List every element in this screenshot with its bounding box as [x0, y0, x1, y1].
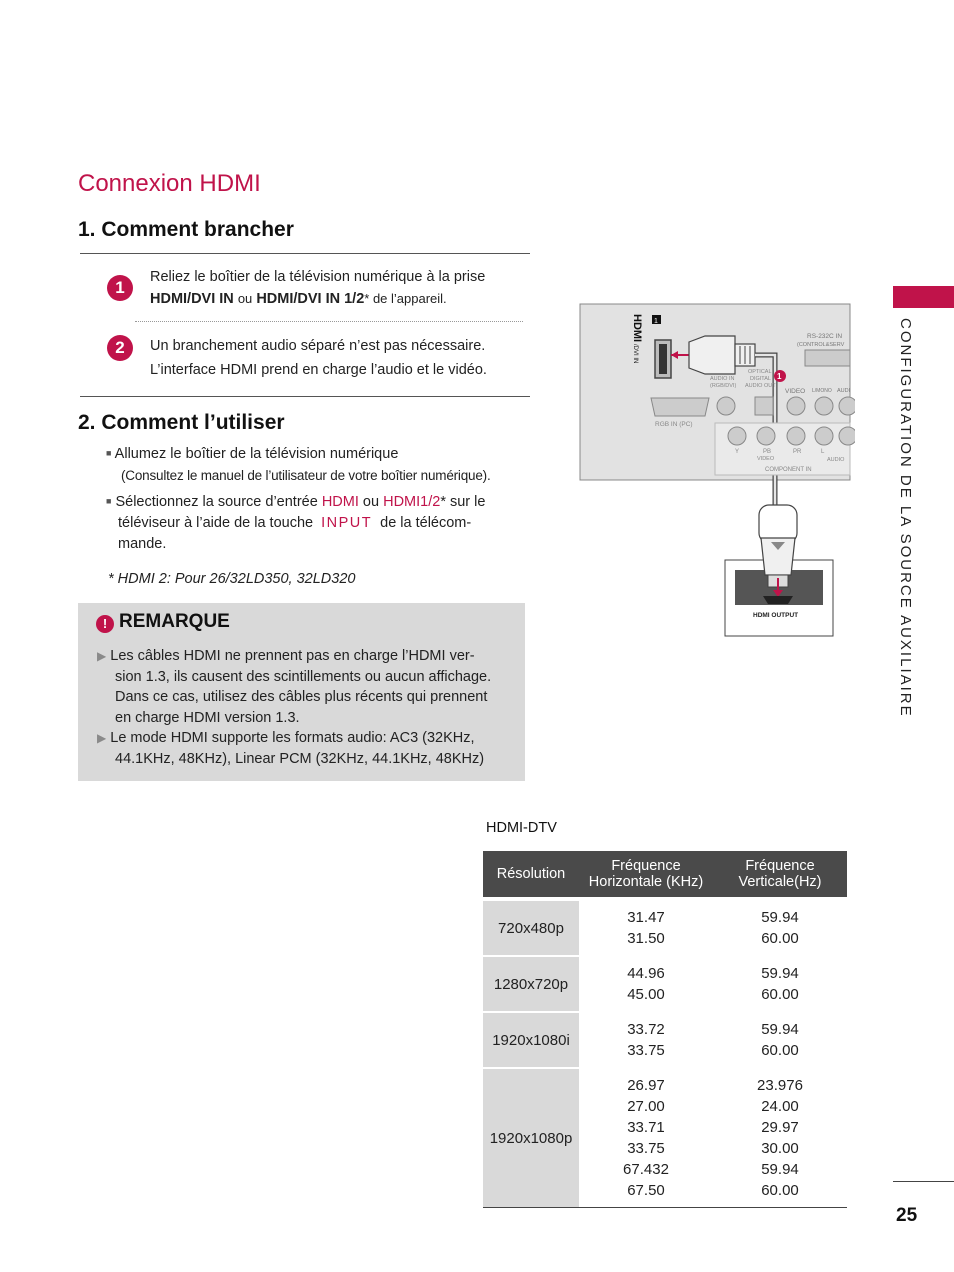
- row-resolution: 1280x720p: [483, 956, 579, 1012]
- bullet2-or: ou: [362, 494, 380, 510]
- rs232-port: [805, 350, 850, 366]
- video-jack: [787, 397, 805, 415]
- note-item1-line3: Dans ce cas, utilisez des câbles plus récents qui prennent: [115, 689, 488, 705]
- component-in-label: COMPONENT IN: [765, 467, 812, 473]
- step1-badge: 1: [107, 275, 133, 301]
- table-row: [483, 956, 847, 1012]
- v-value: 60.00: [761, 930, 799, 947]
- bullet-square-icon: ■: [106, 496, 112, 506]
- exclamation-icon: !: [96, 615, 114, 633]
- bullet2-text-e: mande.: [118, 536, 167, 552]
- v-value: 23.976: [757, 1077, 803, 1094]
- step2-line1: Un branchement audio séparé n’est pas nécessaire.: [150, 338, 486, 354]
- pb-label: PB: [763, 449, 772, 455]
- step1-hdmi-a: HDMI/DVI IN: [150, 291, 234, 307]
- note-item1-line1: Les câbles HDMI ne prennent pas en charge l’HDMI ver-: [110, 648, 475, 664]
- rs232-sublabel: (CONTROL&SERV: [797, 342, 845, 348]
- table-caption: HDMI-DTV: [486, 820, 557, 836]
- hdmi-logo: HDMI: [631, 314, 643, 343]
- table-row: [483, 1012, 847, 1068]
- rgb-in-label: RGB IN (PC): [655, 421, 693, 428]
- v-value: 59.94: [761, 909, 799, 926]
- v-value: 60.00: [761, 1182, 799, 1199]
- note-item2-line2: 44.1KHz, 48KHz), Linear PCM (32KHz, 44.1KHz, 48KHz): [115, 750, 485, 767]
- section1-heading: 1. Comment brancher: [78, 218, 294, 241]
- bullet2-text-a: Sélectionnez la source d’entrée: [115, 494, 318, 510]
- page-number: 25: [896, 1205, 918, 1226]
- row-vertical: [713, 901, 847, 956]
- digital-label: DIGITAL: [750, 376, 771, 382]
- header-horizontal: [579, 851, 713, 897]
- bullet2-text-d: de la télécom-: [380, 515, 472, 531]
- step1-text: [150, 266, 515, 310]
- row-vertical: [713, 956, 847, 1012]
- step-divider: [135, 321, 523, 322]
- v-value: 60.00: [761, 986, 799, 1003]
- row-horizontal: [579, 1068, 713, 1208]
- l-label: L: [821, 449, 825, 455]
- bullet2-input: INPUT: [321, 515, 373, 531]
- v-value: 29.97: [761, 1119, 799, 1136]
- h-value: 33.75: [627, 1140, 665, 1157]
- triangle-bullet-icon: ▶: [97, 649, 107, 663]
- row-vertical: [713, 1068, 847, 1208]
- optical-label: OPTICAL: [748, 369, 772, 375]
- connection-badge-number: 1: [777, 372, 782, 381]
- audio-r-jack: [839, 397, 855, 415]
- row-horizontal: [579, 1012, 713, 1068]
- note-item-1: [97, 646, 522, 769]
- note-title: REMARQUE: [119, 611, 230, 632]
- h-value: 26.97: [627, 1077, 665, 1094]
- side-tab: [893, 286, 954, 308]
- v-value: 24.00: [761, 1098, 799, 1115]
- step1-or: ou: [237, 291, 253, 306]
- row-horizontal: [579, 901, 713, 956]
- step2-badge: 2: [107, 335, 133, 361]
- bullet2: [106, 491, 518, 555]
- y-jack: [728, 427, 746, 445]
- h-value: 31.50: [627, 930, 665, 947]
- audio-label: AUDI: [837, 388, 851, 394]
- row-horizontal: [579, 956, 713, 1012]
- v-value: 59.94: [761, 1021, 799, 1038]
- row-resolution: 1920x1080p: [483, 1068, 579, 1208]
- h-value: 27.00: [627, 1098, 665, 1115]
- header-vertical: [713, 851, 847, 897]
- header-resolution: Résolution: [483, 851, 579, 897]
- note-item2-line1: Le mode HDMI supporte les formats audio: AC3 (32KHz,: [110, 730, 475, 746]
- step1-text-a: Reliez le boîtier de la télévision numérique à la prise: [150, 269, 486, 285]
- h-value: 67.432: [623, 1161, 669, 1178]
- bullet2-text-c: téléviseur à l’aide de la touche: [118, 515, 314, 531]
- bullet2-hdmi: HDMI: [321, 494, 359, 510]
- bullet2-text-b: * sur le: [440, 494, 486, 510]
- connection-diagram: [575, 300, 855, 640]
- bullet-square-icon: ■: [106, 448, 112, 458]
- audio-l-jack: [815, 397, 833, 415]
- rgb-port: [651, 398, 709, 416]
- audio-out-label: AUDIO OUT: [745, 383, 776, 389]
- step2-text: [150, 335, 530, 381]
- bullet1-text-b: (Consultez le manuel de l’utilisateur de votre boîtier numérique).: [121, 468, 491, 483]
- section1-bottom-rule: [80, 396, 530, 397]
- hdmi-plug: [689, 336, 735, 374]
- triangle-bullet-icon: ▶: [97, 731, 107, 745]
- rs232-label: RS-232C IN: [807, 333, 843, 340]
- footnote: * HDMI 2: Pour 26/32LD350, 32LD320: [108, 571, 356, 587]
- pr-jack: [787, 427, 805, 445]
- header-vertical-line1: Fréquence: [745, 858, 815, 874]
- audio-in-label: AUDIO IN: [710, 376, 735, 382]
- v-value: 59.94: [761, 965, 799, 982]
- h-value: 67.50: [627, 1182, 665, 1199]
- bullet1: [106, 443, 526, 465]
- video-label: VIDEO: [785, 388, 806, 395]
- note-item1-line2: sion 1.3, ils causent des scintillements ou aucun affichage.: [115, 668, 492, 685]
- rgb-dvi-label: (RGB/DVI): [710, 383, 737, 389]
- note-item1-line4: en charge HDMI version 1.3.: [115, 709, 300, 726]
- v-value: 59.94: [761, 1161, 799, 1178]
- side-label: CONFIGURATION DE LA SOURCE AUXILIAIRE: [897, 318, 914, 718]
- h-value: 44.96: [627, 965, 665, 982]
- bullet1-text-a: Allumez le boîtier de la télévision numérique: [114, 446, 399, 462]
- audio2-label: AUDIO: [827, 457, 845, 463]
- dvi-in-label: /DVI IN: [632, 344, 638, 364]
- header-horizontal-line1: Fréquence: [611, 858, 681, 874]
- header-horizontal-line2: Horizontale (KHz): [588, 874, 704, 890]
- header-vertical-line2: Verticale(Hz): [738, 874, 822, 890]
- pr-label: PR: [793, 449, 802, 455]
- row-vertical: [713, 1012, 847, 1068]
- audio-in-jack: [717, 397, 735, 415]
- step2-line2: L’interface HDMI prend en charge l’audio et le vidéo.: [150, 362, 487, 378]
- bullet2-hdmi12: HDMI1/2: [383, 494, 441, 510]
- audio-l2-jack: [815, 427, 833, 445]
- hdmi-port-slot: [659, 344, 667, 374]
- hdmi-output-port: [763, 596, 793, 604]
- v-value: 30.00: [761, 1140, 799, 1157]
- pb-jack: [757, 427, 775, 445]
- audio-r2-jack: [839, 427, 855, 445]
- port-number: 1: [654, 318, 658, 325]
- table-header-row: [483, 851, 847, 897]
- step1-hdmi-b: HDMI/DVI IN 1/2: [256, 291, 365, 307]
- h-value: 31.47: [627, 909, 665, 926]
- optical-port: [755, 397, 773, 415]
- table-row: [483, 901, 847, 956]
- lmono-label: L/MONO: [812, 388, 832, 394]
- y-label: Y: [735, 449, 740, 455]
- h-value: 33.71: [627, 1119, 665, 1136]
- step1-text-b: * de l’appareil.: [364, 291, 447, 306]
- h-value: 33.72: [627, 1021, 665, 1038]
- page-number-rule: [893, 1181, 954, 1182]
- section2-heading: 2. Comment l’utiliser: [78, 411, 285, 434]
- section1-rule: [80, 253, 530, 254]
- table-row: [483, 1068, 847, 1208]
- hdmi-output-label: HDMI OUTPUT: [753, 612, 799, 619]
- row-resolution: 1920x1080i: [483, 1012, 579, 1068]
- h-value: 33.75: [627, 1042, 665, 1059]
- h-value: 45.00: [627, 986, 665, 1003]
- hdmi-dtv-table: [483, 851, 847, 1208]
- v-value: 60.00: [761, 1042, 799, 1059]
- video2-label: VIDEO: [757, 456, 775, 462]
- row-resolution: 720x480p: [483, 901, 579, 956]
- page-title: Connexion HDMI: [78, 170, 261, 197]
- cable-plug-grip: [759, 505, 797, 543]
